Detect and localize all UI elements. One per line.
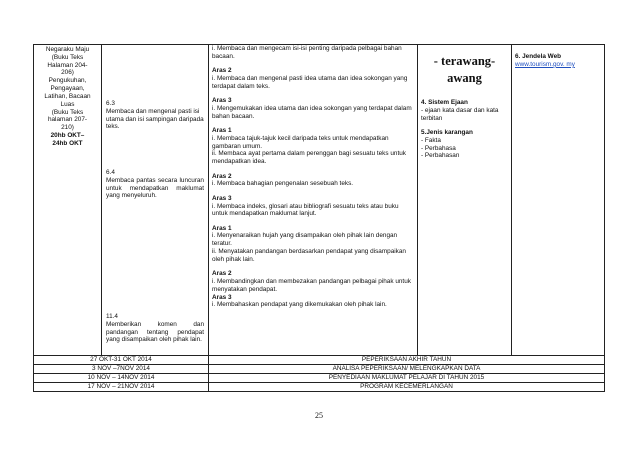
schedule-date: 3 NOV –7NOV 2014: [34, 365, 209, 374]
topic-line: 206): [61, 69, 74, 77]
topic-line: Luas: [60, 100, 75, 108]
topic-line: Pengukuhan,: [48, 77, 87, 85]
topic-line: Halaman 204-: [47, 61, 88, 69]
topic-line: Negaraku Maju: [45, 46, 90, 53]
topic-line: Latihan, Bacaan: [44, 92, 91, 100]
list-item: - Perbahasan: [421, 152, 460, 160]
schedule-date: 10 NOV – 14NOV 2014: [34, 374, 209, 383]
level-label: Aras 3: [212, 293, 232, 301]
section-text: - ejaan kata dasar dan kata terbitan: [421, 106, 499, 122]
schedule-activity: ANALISA PEPERIKSAAN/ MELENGKAPKAN DATA: [209, 365, 605, 374]
schedule-row: [34, 374, 605, 383]
objective-text: i. Membaca dan mengenal pasti idea utama dan idea sokongan yang terdapat dalam teks.: [212, 74, 408, 90]
standard-code: 6.4: [106, 169, 115, 176]
lesson-plan-table: [33, 44, 605, 392]
schedule-row: [34, 356, 605, 365]
level-label: Aras 1: [212, 224, 232, 232]
list-item: - Fakta: [421, 136, 441, 144]
objective-text: i. Mengemukakan idea utama dan idea sokongan yang terdapat dalam bahan bacaan.: [212, 104, 412, 120]
level-label: Aras 3: [212, 194, 232, 202]
schedule-date: 17 NOV – 21NOV 2014: [34, 383, 209, 392]
web-link[interactable]: www.tourism.gov. my: [515, 60, 575, 68]
objective-text: i. Menyenaraikan hujah yang disampaikan oleh pihak lain dengan teratur.: [212, 232, 398, 248]
topic-line: Pengayaan,: [50, 85, 85, 93]
web-heading: 6. Jendela Web: [515, 53, 562, 60]
schedule-activity: PEPERIKSAAN AKHIR TAHUN: [209, 356, 605, 365]
topic-line: halaman 207-: [47, 116, 88, 124]
level-label: Aras 3: [212, 97, 232, 105]
objective-text: i. Membaca indeks, glosari atau bibliografi sesuatu teks atau buku untuk mendapatkan maklumat lanjut.: [212, 202, 399, 218]
learning-standard-cell: [102, 45, 209, 356]
objective-text: i. Membaca bahagian pengenalan sesebuah teks.: [212, 180, 354, 188]
web-resource-cell: [512, 45, 605, 356]
objective-text: ii. Membaca ayat pertama dalam perenggan bagi sesuatu teks untuk mendapatkan idea.: [212, 150, 406, 166]
lesson-row: [34, 45, 605, 356]
objective-text: i. Membandingkan dan membezakan pandangan pelbagai pihak untuk menyatakan pendapat.: [212, 278, 411, 293]
standard-code: 6.3: [106, 100, 115, 107]
objective-text: i. Membaca tajuk-tajuk kecil daripada teks untuk mendapatkan gambaran umum.: [212, 134, 389, 150]
standard-11-4: [106, 313, 204, 344]
vocab-word-line: - terawang-: [433, 54, 496, 68]
level-label: Aras 2: [212, 67, 232, 75]
topic-cell: [34, 45, 102, 356]
week-date: 24hb OKT: [52, 139, 83, 147]
standard-text: Membaca pantas secara luncuran untuk mendapatkan maklumat yang menyeluruh.: [106, 176, 204, 200]
topic-line: 210): [61, 124, 74, 132]
objectives-cell: [209, 45, 418, 356]
topic-line: (Buku Teks: [51, 108, 84, 116]
schedule-row: [34, 383, 605, 392]
standard-6-3: [106, 100, 204, 131]
level-label: Aras 2: [212, 270, 232, 278]
vocab-word: [421, 53, 508, 86]
schedule-row: [34, 365, 605, 374]
section-heading: 5.Jenis karangan: [421, 128, 473, 136]
schedule-activity: PENYEDIAAN MAKLUMAT PELAJAR DI TAHUN 2015: [209, 374, 605, 383]
page-number: 25: [315, 411, 323, 420]
objective-text: i. Membahaskan pendapat yang dikemukakan oleh pihak lain.: [212, 301, 387, 309]
standard-text: Memberikan komen dan pandangan tentang pendapat yang disampaikan oleh pihak lain.: [106, 320, 204, 344]
schedule-activity: PROGRAM KECEMERLANGAN: [209, 383, 605, 392]
section-heading: 4. Sistem Ejaan: [421, 99, 468, 106]
vocab-word-line: awang: [447, 70, 482, 85]
standard-code: 11.4: [106, 313, 118, 320]
schedule-date: 27 OKT-31 OKT 2014: [34, 356, 209, 365]
grammar-cell: [418, 45, 512, 356]
objective-text: ii. Menyatakan pandangan berdasarkan pendapat yang disampaikan oleh pihak lain.: [212, 248, 406, 263]
objective-text: i. Membaca dan mengecam isi-isi penting daripada pelbagai bahan bacaan.: [212, 45, 402, 60]
list-item: - Perbahasa: [421, 144, 456, 152]
level-label: Aras 1: [212, 127, 232, 134]
topic-line: (Buku Teks: [51, 53, 84, 61]
level-label: Aras 2: [212, 172, 232, 180]
week-date: 20hb OKT–: [50, 131, 85, 139]
standard-text: Membaca dan mengenal pasti isi utama dan isi sampingan daripada teks.: [106, 107, 204, 131]
standard-6-4: [106, 169, 204, 200]
